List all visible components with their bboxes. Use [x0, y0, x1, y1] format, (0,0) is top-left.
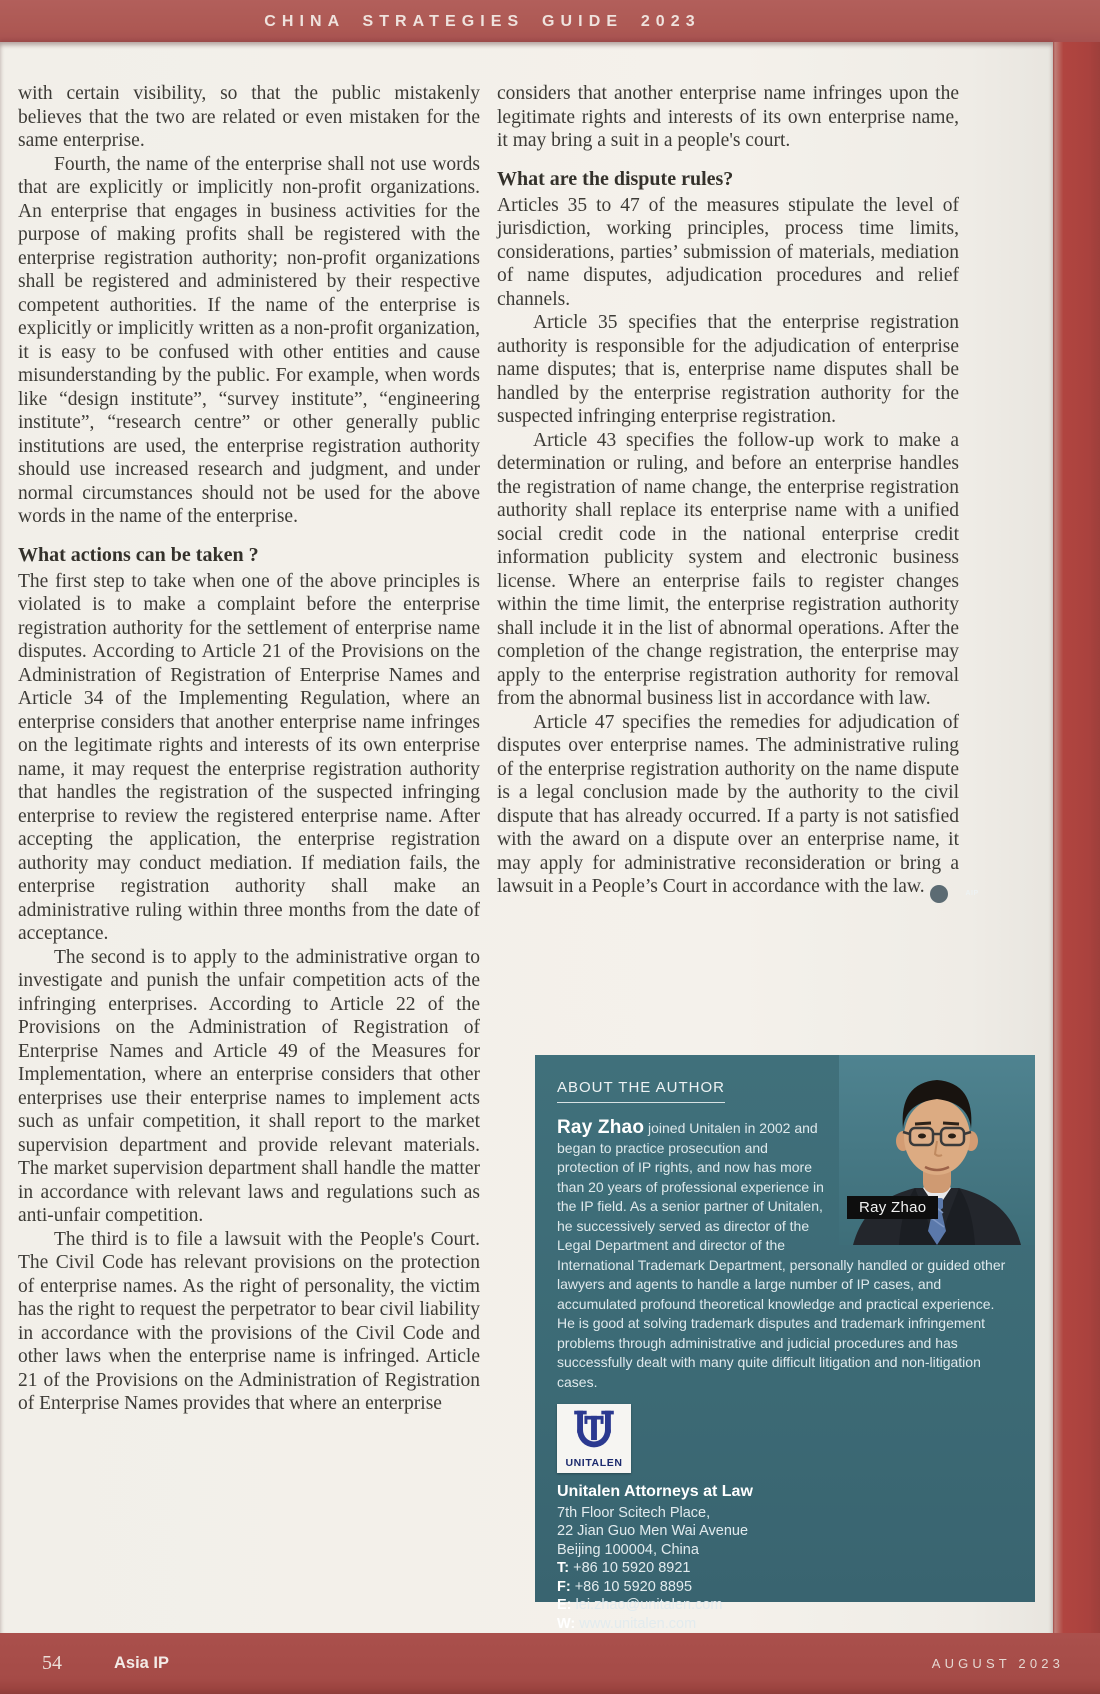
about-author-header: ABOUT THE AUTHOR	[557, 1079, 725, 1103]
issue-date: AUGUST 2023	[931, 1656, 1064, 1671]
about-author-box	[535, 1055, 1035, 1632]
photo-caption: Ray Zhao	[847, 1196, 938, 1219]
aip-end-mark-icon: AIP	[930, 885, 948, 903]
contact-fax: F: +86 10 5920 8895	[557, 1578, 693, 1595]
left-column	[18, 82, 480, 1416]
paragraph: The third is to file a lawsuit with the People's Court. The Civil Code has relevant provisions on the protection of enterprise names. As the right of personality, the victim has the right to request the perpetrator to bear civil liability in accordance with the provisions of the Civil Code and other laws when the enterprise name is infringed. Article 21 of the Provisions on the Administration of Registration of Enterprise Names provides that where an enterprise	[18, 1228, 480, 1414]
author-bio-text: joined Unitalen in 2002 and began to practice prosecution and protection of IP rights, and now has more than 20 years of professional experience in the IP field. As a senior partner of Unitalen, he successively served as director of the Legal Department and director of the International Trademark Department, personally handled or guided other lawyers and agents to handle a large number of IP cases, and accumulated profound theoretical knowledge and practical experience. He is good at solving trademark disputes and trademark infringement problems through administrative and judicial procedures and has successfully dealt with many quite difficult litigation and non-litigation cases.	[557, 1120, 1006, 1390]
paragraph: The second is to apply to the administrative organ to investigate and punish the unfair competition acts of the infringing enterprises. According to Article 22 of the Provisions on the Administration of Registration of Enterprise Names and Article 49 of the Measures for Implementation, where an enterprise considers that other enterprises use their enterprise names to implement acts such as unfair competition, it shall report to the market supervision department and provide relevant materials. The market supervision department shall handle the matter in accordance with relevant laws and regulations such as anti-unfair competition.	[18, 946, 480, 1226]
address-line: 7th Floor Scitech Place,	[557, 1504, 711, 1521]
contact-phone: T: +86 10 5920 8921	[557, 1560, 691, 1576]
page-footer	[0, 1633, 1100, 1694]
author-name: Ray Zhao	[557, 1117, 645, 1138]
paragraph: considers that another enterprise name infringes upon the legitimate rights and interests of its own enterprise name, it may bring a suit in a people's court.	[497, 83, 959, 151]
right-column	[497, 82, 979, 903]
magazine-name: Asia IP	[114, 1654, 170, 1672]
paragraph: Fourth, the name of the enterprise shall not use words that are explicitly or implicitly non-profit organizations. An enterprise that engages in business activities for the purpose of making profits shall be registered with the enterprise registration authority; non-profit organizations shall be registered and administered by their respective competent authorities. If the name of the enterprise is explicitly or implicitly written as a non-profit organization, it is easy to be confused with other entities and cause misunderstanding by the public. For example, when words like “design institute”, “survey institute”, “engineering institute”, “research centre” or other generally public institutions are used, the enterprise registration authority should use increased research and judgment, and under normal circumstances should not be used for the above words in the name of the enterprise.	[18, 153, 480, 527]
page-body	[0, 42, 1053, 1634]
section-heading-dispute-rules: What are the dispute rules?	[497, 167, 734, 190]
address-line: 22 Jian Guo Men Wai Avenue	[557, 1523, 749, 1539]
unitalen-logo-word: UNITALEN	[565, 1457, 623, 1469]
author-photo	[839, 1055, 1035, 1245]
firm-name: Unitalen Attorneys at Law	[557, 1483, 753, 1500]
unitalen-monogram-icon	[572, 1409, 616, 1455]
paragraph: Article 43 specifies the follow-up work to make a determination or ruling, and before an enterprise handles the registration of name change, the enterprise registration authority shall replace its enterprise name with a unified social credit code in the national enterprise credit information publicity system and electronic business license. Where an enterprise fails to register changes within the time limit, the enterprise registration authority shall include it in the list of abnormal operations. After the completion of the change registration, the enterprise may apply to the enterprise registration authority for removal from the abnormal business list in accordance with law.	[497, 429, 959, 709]
top-banner	[0, 0, 1100, 42]
paragraph: The first step to take when one of the above principles is violated is to make a complaint before the enterprise registration authority for the settlement of enterprise name disputes. According to Article 21 of the Provisions on the Administration of Registration of Enterprise Names and Article 34 of the Implementing Regulation, where an enterprise considers that another enterprise name infringes on the legitimate rights and interests of its own enterprise name, it may request the enterprise registration authority that handles the registration of the suspected infringing enterprise to review the registered enterprise name. After accepting the application, the enterprise registration authority may conduct mediation. If mediation fails, the enterprise registration authority shall make an administrative ruling within three months from the date of acceptance.	[18, 570, 480, 944]
page-edge-strip	[1053, 42, 1100, 1633]
paragraph: with certain visibility, so that the public mistakenly believes that the two are related or even mistaken for the same enterprise.	[18, 83, 480, 151]
contact-block	[557, 1483, 1011, 1633]
paragraph: Article 35 specifies that the enterprise registration authority is responsible for the adjudication of enterprise name disputes; that is, enterprise name disputes shall be handled by the enterprise registration authority for the suspected infringing enterprise registration.	[497, 312, 959, 427]
contact-website: W: www.unitalen.com	[557, 1615, 697, 1632]
address-line: Beijing 100004, China	[557, 1541, 699, 1558]
paragraph: Articles 35 to 47 of the measures stipulate the level of jurisdiction, working principles, process time limits, considerations, parties’ submission of materials, mediation of name disputes, adjudication procedures and relief channels.	[497, 194, 959, 310]
unitalen-logo	[557, 1404, 631, 1473]
paragraph-text: Article 47 specifies the remedies for adjudication of disputes over enterprise names. The administrative ruling of the enterprise registration authority on the name dispute is a legal conclusion made by the authority to the civil dispute that has already occurred. If a party is not satisfied with the award on a dispute over an enterprise name, it may apply for administrative reconsideration or bring a lawsuit in a People’s Court in accordance with the law.	[497, 711, 959, 897]
section-heading-actions: What actions can be taken ?	[18, 543, 259, 566]
contact-email: E: lei.zhao@unitalen.com	[557, 1597, 723, 1613]
banner-title: CHINA STRATEGIES GUIDE 2023	[264, 13, 701, 30]
page-number: 54	[42, 1652, 62, 1674]
paragraph	[497, 711, 979, 904]
